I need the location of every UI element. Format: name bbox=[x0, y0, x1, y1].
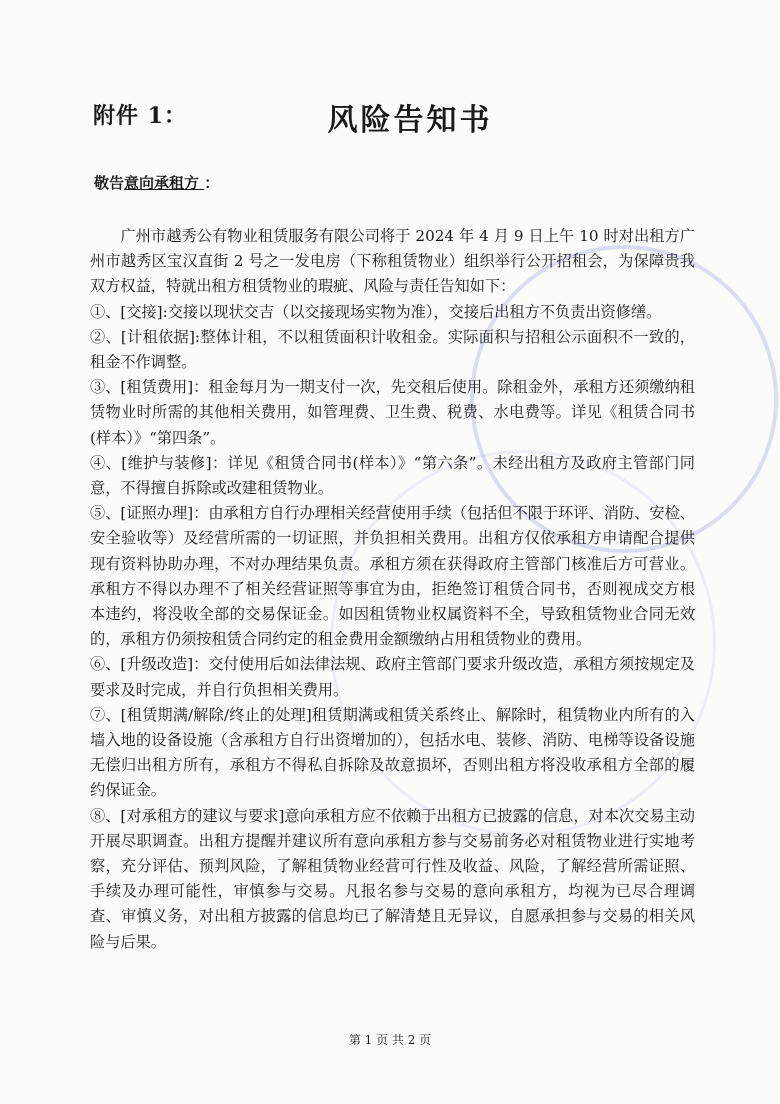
salutation-prefix: 敬告 bbox=[94, 174, 125, 192]
salutation bbox=[94, 172, 219, 193]
salutation-recipient: 意向承租方 bbox=[124, 174, 200, 192]
attachment-label: 附件 1： bbox=[93, 103, 187, 129]
clause-maintenance: ④、[维护与装修]：详见《租赁合同书(样本）》“第六条”。未经出租方及政府主管部门同意，不得擅自拆除或改建租赁物业。 bbox=[90, 453, 695, 498]
clause-handover: ①、[交接]:交接以现状交吉（以交接现场实物为准），交接后出租方不负责出资修缮。 bbox=[90, 302, 662, 321]
clause-rent-basis: ②、[计租依据]:整体计租，不以租赁面积计收租金。实际面积与招租公示面积不一致的，租金不作调整。 bbox=[90, 327, 695, 372]
page-number: 第 1 页 共 2 页 bbox=[348, 1033, 432, 1047]
notice-body bbox=[90, 224, 695, 955]
clause-upgrade: ⑥、[升级改造]：交付使用后如法律法规、政府主管部门要求升级改造，承租方须按规定及要求及时完成，并自行负担相关费用。 bbox=[90, 655, 695, 699]
clause-advice: ⑧、[对承租方的建议与要求]意向承租方应不依赖于出租方已披露的信息，对本次交易主动开展尽职调查。出租方提醒并建议所有意向承租方参与交易前务必对租赁物业进行实地考察，充分评估、预判风险，了解租赁物业经营可行性及收益、风险，了解经营所需证照、手续及办理可能性，审慎参与交易。凡报名参与交易的意向承租方，均视为已尽合理调查、审慎义务，对出租方披露的信息均已了解清楚且无异议，自愿承担参与交易的相关风险与后果。 bbox=[90, 806, 695, 951]
salutation-suffix: ： bbox=[204, 174, 220, 192]
intro-paragraph: 广州市越秀公有物业租赁服务有限公司将于 2024 年 4 月 9 日上午 10 时对出租方广州市越秀区宝汉直街 2 号之一发电房（下称租赁物业）组织举行公开招租会，为保障贵我双方权益，特就出租方租赁物业的瑕疵、风险与责任告知如下： bbox=[90, 227, 695, 296]
clause-rent-fees: ③、[租赁费用]：租金每月为一期支付一次，先交租后使用。除租金外，承租方还须缴纳租赁物业时所需的其他相关费用，如管理费、卫生费、税费、水电费等。详见《租赁合同书(样本）》“第四条”。 bbox=[90, 378, 695, 447]
clause-licenses: ⑤、[证照办理]：由承租方自行办理相关经营使用手续（包括但不限于环评、消防、安检、安全验收等）及经营所需的一切证照，并负担相关费用。出租方仅依承租方申请配合提供现有资料协助办理，不对办理结果负责。承租方须在获得政府主管部门核准后方可营业。承租方不得以办理不了相关经营证照等事宜为由，拒绝签订租赁合同书，否则视成交方根本违约，将没收全部的交易保证金。如因租赁物业权属资料不全，导致租赁物业合同无效的，承租方仍须按租赁合同约定的租金费用金额缴纳占用租赁物业的费用。 bbox=[90, 504, 695, 649]
page-title: 风险告知书 bbox=[327, 103, 493, 138]
clause-termination: ⑦、[租赁期满/解除/终止的处理]租赁期满或租赁关系终止、解除时，租赁物业内所有的入墙入地的设备设施（含承租方自行出资增加的），包括水电、装修、消防、电梯等设备设施无偿归出租方所有，承租方不得私自拆除及故意损坏，否则出租方将没收承租方全部的履约保证金。 bbox=[90, 705, 695, 800]
